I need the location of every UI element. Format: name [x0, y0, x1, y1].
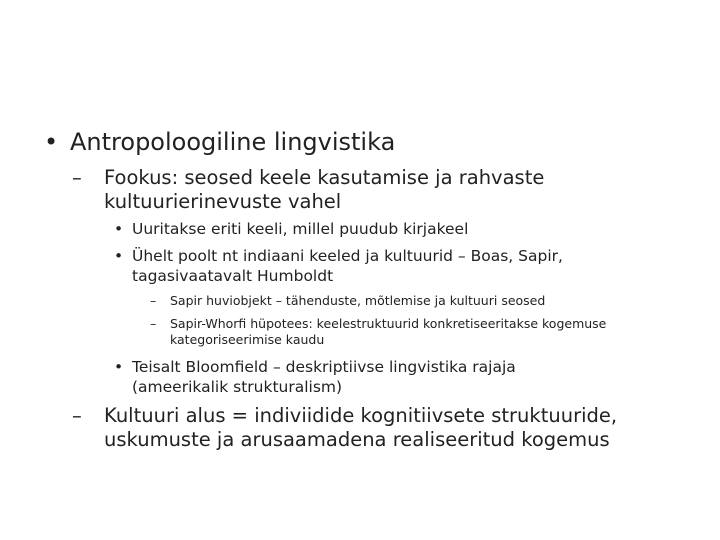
bullet-text: Teisalt Bloomfield – deskriptiivse lingvistika rajaja (ameerikalik strukturalism) — [132, 358, 516, 396]
bullet-item-level4 — [150, 293, 670, 309]
bullet-item-level3 — [114, 246, 654, 286]
bullet-dash-icon: – — [150, 293, 157, 308]
bullet-item-level2 — [72, 166, 692, 214]
bullet-text: Ühelt poolt nt indiaani keeled ja kultuurid – Boas, Sapir, tagasivaatavalt Humboldt — [132, 247, 563, 285]
bullet-item-level3 — [114, 219, 674, 239]
bullet-text: Uuritakse eriti keeli, millel puudub kirjakeel — [132, 220, 469, 238]
bullet-item-level3 — [114, 357, 604, 397]
bullet-text: Sapir huviobjekt – tähenduste, mõtlemise ja kultuuri seosed — [170, 293, 546, 308]
bullet-dot-icon: • — [114, 220, 124, 238]
bullet-item-level4 — [150, 316, 650, 347]
bullet-text: Antropoloogiline lingvistika — [70, 128, 396, 156]
bullet-dot-icon: • — [114, 358, 124, 376]
bullet-dash-icon: – — [72, 404, 82, 427]
bullet-text: Fookus: seosed keele kasutamise ja rahvaste kultuurierinevuste vahel — [104, 166, 545, 213]
bullet-dash-icon: – — [72, 166, 82, 189]
bullet-dot-icon: • — [44, 128, 59, 156]
bullet-text: Sapir-Whorfi hüpotees: keelestruktuurid konkretiseeritakse kogemuse kategoriseerimise kaudu — [170, 316, 607, 347]
bullet-text: Kultuuri alus = indiviidide kognitiivsete struktuuride, uskumuste ja arusaamadena realiseeritud kogemus — [104, 404, 618, 451]
bullet-dot-icon: • — [114, 247, 124, 265]
bullet-item-level2 — [72, 404, 682, 452]
bullet-item-level1 — [44, 127, 684, 157]
bullet-dash-icon: – — [150, 316, 157, 331]
